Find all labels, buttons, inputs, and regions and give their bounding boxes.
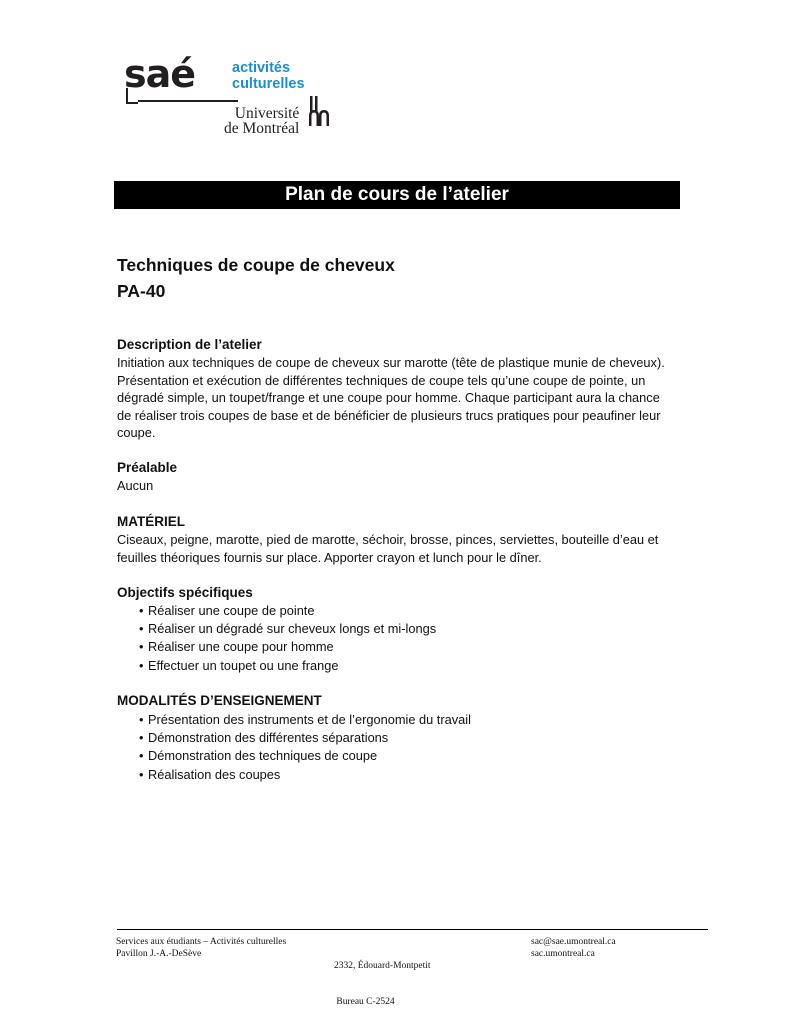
course-name: Techniques de coupe de cheveux [117, 255, 395, 275]
list-item: • Effectuer un toupet ou une frange [117, 657, 436, 675]
materiel-title: MATÉRIEL [117, 514, 185, 529]
logo-de-montreal: de Montréal [224, 120, 300, 137]
description-line: de réaliser trois coupes de base et de bénéficier de plusieurs trucs pratiques pour peaufiner leur [117, 407, 661, 423]
sae-logo [124, 52, 344, 140]
footer-email: sac@sae.umontreal.ca [531, 937, 616, 947]
logo-speech-tail [126, 88, 138, 104]
materiel-line: feuilles théoriques fournis sur place. Apporter crayon et lunch pour le dîner. [117, 549, 542, 565]
materiel-line: Ciseaux, peigne, marotte, pied de marotte, séchoir, brosse, pinces, serviettes, bouteille d’eau et [117, 532, 659, 547]
logo-activites-culturelles [232, 60, 305, 92]
list-item: • Réalisation des coupes [117, 766, 471, 784]
footer-address-col [116, 936, 286, 960]
footer-divider [117, 929, 708, 930]
description-line: Présentation et exécution de différentes techniques de coupe tels qu’une coupe de pointe, un [117, 372, 646, 388]
list-item: • Présentation des instruments et de l’ergonomie du travail [117, 711, 471, 729]
logo-activites: activités [232, 60, 291, 76]
footer-service: Services aux étudiants – Activités culturelles [116, 937, 287, 947]
description-title: Description de l’atelier [117, 337, 262, 352]
logo-culturelles: culturelles [232, 76, 305, 92]
description-line: Initiation aux techniques de coupe de cheveux sur marotte (tête de plastique munie de cheveux). [117, 355, 665, 370]
description-line: dégradé simple, un toupet/frange et une coupe pour homme. Chaque participant aura la chance [117, 390, 660, 406]
objectifs-list [117, 602, 436, 675]
footer-contact-col [531, 936, 616, 960]
modalites-title: MODALITÉS D’ENSEIGNEMENT [117, 693, 322, 708]
logo-sae-text: saé [124, 52, 196, 96]
description-line: coupe. [117, 425, 156, 441]
footer-website: sac.umontreal.ca [531, 949, 595, 959]
course-code: PA-40 [117, 281, 166, 301]
logo-universite: Université [234, 105, 300, 122]
list-item: • Réaliser un dégradé sur cheveux longs et mi-longs [117, 620, 436, 638]
modalites-list [117, 711, 471, 784]
materiel-body [117, 531, 687, 566]
logo-udem-text [224, 106, 299, 136]
list-item: • Démonstration des techniques de coupe [117, 747, 471, 765]
logo-underline [138, 100, 238, 102]
description-body [117, 354, 687, 442]
list-item: • Réaliser une coupe pour homme [117, 638, 436, 656]
footer-pavillon: Pavillon J.-A.-DeSève [116, 949, 202, 959]
prealable-text: Aucun [117, 478, 154, 493]
objectifs-title: Objectifs spécifiques [117, 585, 253, 600]
footer-street: 2332, Édouard-Montpetit [334, 961, 431, 971]
plan-title-bar: Plan de cours de l’atelier [114, 181, 680, 209]
list-item: • Démonstration des différentes séparations [117, 729, 471, 747]
footer-street-col [334, 936, 431, 1020]
udem-emblem-icon [308, 96, 330, 126]
list-item: • Réaliser une coupe de pointe [117, 602, 436, 620]
footer-bureau: Bureau C-2524 [334, 997, 395, 1007]
prealable-title: Préalable [117, 460, 178, 475]
